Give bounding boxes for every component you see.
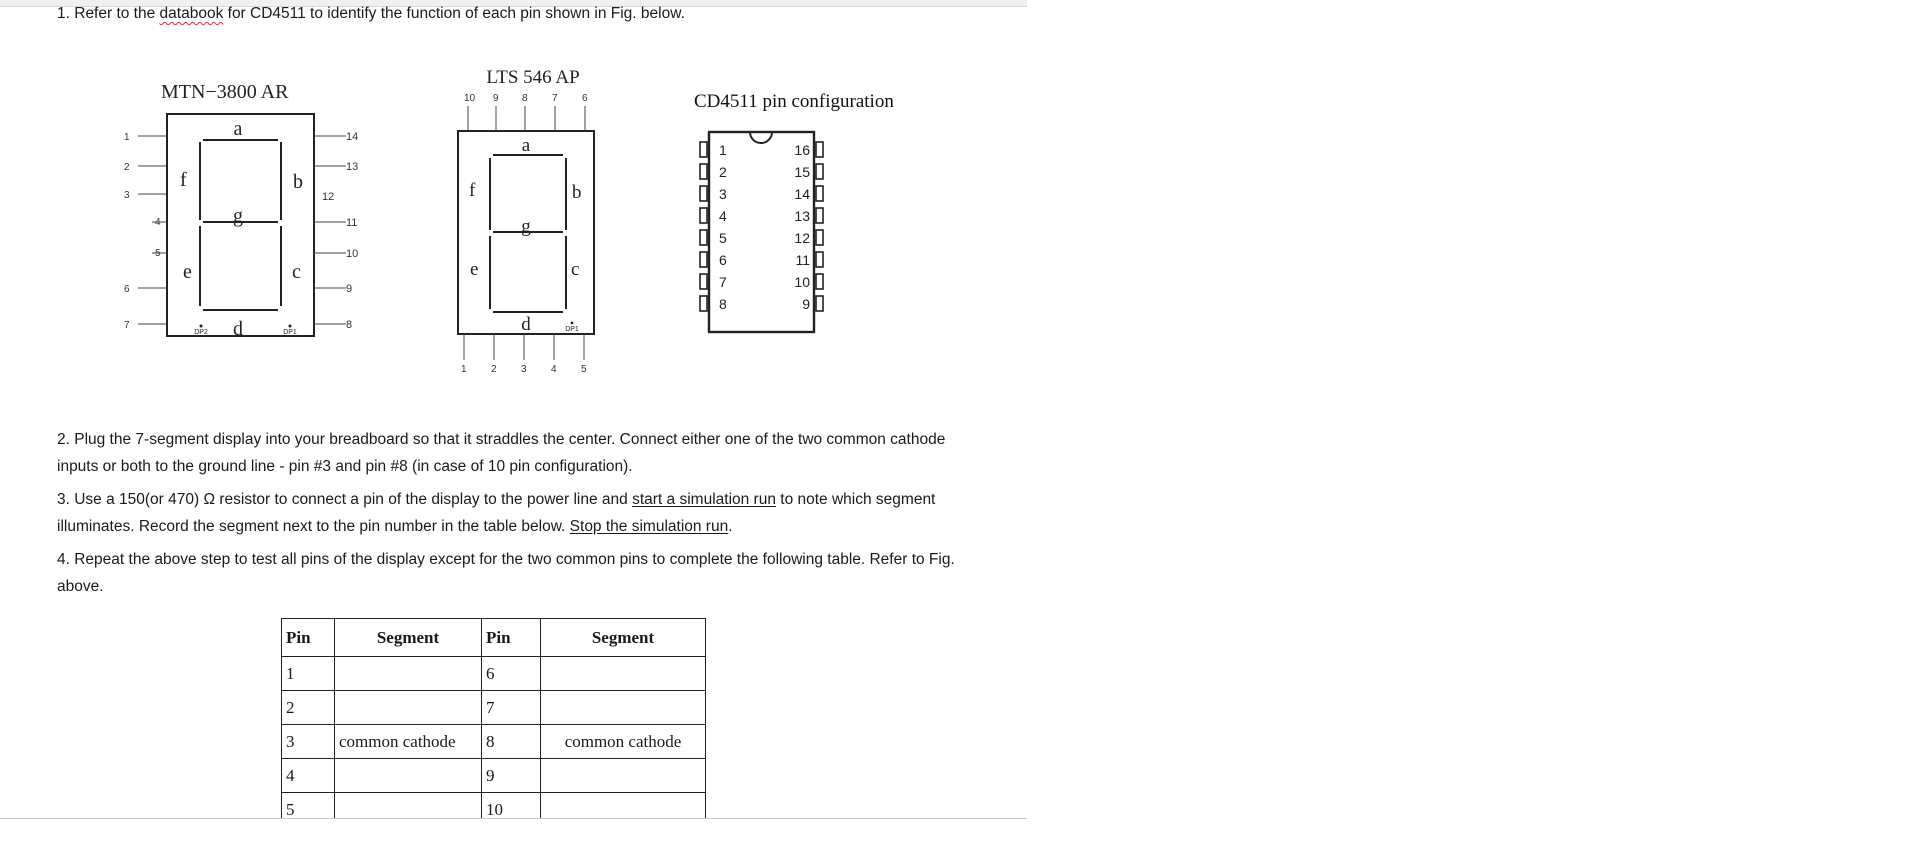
mtn-3800-diagram	[110, 70, 380, 345]
lts-label-b: b	[572, 182, 582, 203]
mtn-dp1-dot	[289, 325, 292, 328]
lts-pin-10: 10	[464, 93, 476, 104]
cd4511-pin-15: 15	[794, 164, 810, 180]
cd4511-leg-left-4	[700, 208, 707, 223]
mtn-pin-14: 14	[346, 131, 359, 143]
cd4511-leg-left-3	[700, 186, 707, 201]
lts-label-a: a	[521, 135, 531, 156]
lts-pin-4: 4	[551, 364, 557, 375]
cell-pin: 4	[282, 759, 335, 793]
cd4511-pin-4: 4	[719, 208, 727, 224]
cell-segment[interactable]	[335, 691, 482, 725]
lts-pin-8: 8	[522, 93, 528, 104]
lts-pin-7: 7	[552, 93, 558, 104]
cell-pin: 3	[282, 725, 335, 759]
cell-segment[interactable]	[541, 793, 706, 819]
cell-segment[interactable]	[541, 657, 706, 691]
lts-pin-9: 9	[493, 93, 499, 104]
cd4511-pin-13: 13	[794, 208, 810, 224]
cd4511-pin-10: 10	[794, 274, 810, 290]
lts-546-diagram	[450, 60, 620, 380]
cell-pin: 6	[482, 657, 541, 691]
cd4511-pin-9: 9	[802, 296, 810, 312]
lts-pin-2: 2	[491, 364, 497, 375]
lts-pin-3: 3	[521, 364, 527, 375]
p1-number: 1.	[57, 5, 70, 22]
mtn-pin-5: 5	[155, 248, 161, 259]
mtn-pin-7: 7	[124, 320, 130, 331]
lts-title: LTS 546 AP	[486, 67, 580, 88]
table-row	[282, 793, 706, 819]
cd4511-leg-right-11	[816, 252, 823, 267]
cd4511-notch	[750, 132, 772, 143]
table-header-row	[282, 619, 706, 657]
mtn-label-e: e	[183, 261, 192, 283]
cd4511-leg-right-10	[816, 274, 823, 289]
header-segment-1: Segment	[335, 619, 482, 657]
cd4511-pin-3: 3	[719, 186, 727, 202]
cd4511-pin-6: 6	[719, 252, 727, 268]
mtn-label-g: g	[233, 205, 243, 227]
header-pin-2: Pin	[482, 619, 541, 657]
cd4511-pin-8: 8	[719, 296, 727, 312]
spellcheck-word-databook[interactable]: databook	[159, 5, 224, 22]
cd4511-leg-right-12	[816, 230, 823, 245]
cd4511-pin-5: 5	[719, 230, 727, 246]
mtn-title: MTN−3800 AR	[161, 81, 289, 103]
table-row	[282, 657, 706, 691]
cell-pin: 5	[282, 793, 335, 819]
cell-segment[interactable]	[541, 691, 706, 725]
lts-pin-1: 1	[461, 364, 467, 375]
mtn-pin-10: 10	[346, 248, 359, 260]
mtn-pin-2: 2	[124, 162, 130, 173]
lts-label-e: e	[470, 259, 479, 280]
mtn-pin-6: 6	[124, 284, 130, 295]
mtn-label-c: c	[292, 261, 301, 283]
cd4511-pin-1: 1	[719, 142, 727, 158]
table-row	[282, 759, 706, 793]
mtn-pin-11: 11	[346, 217, 358, 229]
table-row	[282, 691, 706, 725]
mtn-pin-3: 3	[124, 190, 130, 201]
cell-pin: 8	[482, 725, 541, 759]
lts-label-g: g	[521, 216, 531, 237]
cd4511-leg-right-15	[816, 164, 823, 179]
mtn-label-f: f	[180, 169, 187, 191]
mtn-pin-9: 9	[346, 283, 353, 295]
cd4511-pin-14: 14	[794, 186, 810, 202]
paragraph-3	[57, 486, 977, 540]
mtn-pin-13: 13	[346, 161, 359, 173]
mtn-dp2-label: DP2	[194, 329, 208, 336]
cd4511-title: CD4511 pin configuration	[694, 91, 894, 112]
paragraph-1	[57, 0, 977, 27]
pin-segment-table	[281, 618, 706, 818]
mtn-dp1-label: DP1	[283, 329, 297, 336]
cell-segment[interactable]	[541, 759, 706, 793]
p1-text-after: for CD4511 to identify the function of each pin shown in Fig. below.	[223, 5, 685, 22]
mtn-label-b: b	[293, 171, 303, 193]
p1-text-before: Refer to the	[69, 5, 160, 22]
cell-pin: 10	[482, 793, 541, 819]
lts-dp-dot	[571, 322, 574, 325]
cd4511-leg-left-2	[700, 164, 707, 179]
header-pin-1: Pin	[282, 619, 335, 657]
mtn-pin-1: 1	[124, 132, 130, 143]
table-row	[282, 725, 706, 759]
mtn-dp2-dot	[200, 325, 203, 328]
cd4511-diagram	[690, 80, 930, 340]
cd4511-leg-right-14	[816, 186, 823, 201]
cell-segment[interactable]	[335, 759, 482, 793]
cd4511-leg-right-13	[816, 208, 823, 223]
cell-segment[interactable]	[335, 793, 482, 819]
lts-dp-label: DP1	[565, 326, 579, 333]
start-simulation-link[interactable]: start a simulation run	[632, 491, 776, 508]
mtn-label-a: a	[233, 118, 243, 140]
lts-label-f: f	[469, 180, 476, 201]
stop-simulation-link[interactable]: Stop the simulation run	[569, 518, 729, 535]
lts-pin-6: 6	[582, 93, 588, 104]
cd4511-leg-right-9	[816, 296, 823, 311]
p3-text-middle: to note which segment illuminates. Record the segment next to the pin number in the table below.	[57, 491, 936, 535]
lts-pin-5: 5	[581, 364, 587, 375]
cd4511-leg-left-7	[700, 274, 707, 289]
cd4511-leg-right-16	[816, 142, 823, 157]
cell-pin: 9	[482, 759, 541, 793]
mtn-pin-4: 4	[155, 217, 161, 228]
cell-segment[interactable]	[335, 657, 482, 691]
cell-segment[interactable]: common cathode	[541, 725, 706, 759]
mtn-label-d: d	[233, 318, 243, 340]
mtn-pin-12: 12	[322, 191, 335, 203]
lts-label-d: d	[521, 314, 531, 335]
p3-text-before: 3. Use a 150(or 470) Ω resistor to connect a pin of the display to the power line and	[57, 491, 633, 508]
p3-text-end: .	[728, 518, 733, 535]
cd4511-pin-2: 2	[719, 164, 727, 180]
cd4511-pin-16: 16	[794, 142, 810, 158]
cd4511-leg-left-1	[700, 142, 707, 157]
header-segment-2: Segment	[541, 619, 706, 657]
paragraph-4: 4. Repeat the above step to test all pins of the display except for the two common pins to complete the following table. Refer to Fig. above.	[57, 551, 955, 595]
cell-pin: 1	[282, 657, 335, 691]
cd4511-leg-left-5	[700, 230, 707, 245]
mtn-pin-8: 8	[346, 319, 353, 331]
paragraph-2: 2. Plug the 7-segment display into your breadboard so that it straddles the center. Connect either one of the two common cathode inputs or both to the ground line - pin #3 and pin #8 (in case of 10 pin configuration).	[57, 431, 946, 475]
cell-segment[interactable]: common cathode	[335, 725, 482, 759]
cd4511-pin-7: 7	[719, 274, 727, 290]
page-edge	[0, 818, 1027, 819]
cell-pin: 7	[482, 691, 541, 725]
cell-pin: 2	[282, 691, 335, 725]
cd4511-pin-11: 11	[795, 252, 810, 268]
cd4511-leg-left-6	[700, 252, 707, 267]
cd4511-leg-left-8	[700, 296, 707, 311]
lts-label-c: c	[571, 259, 580, 280]
cd4511-pin-12: 12	[794, 230, 810, 246]
